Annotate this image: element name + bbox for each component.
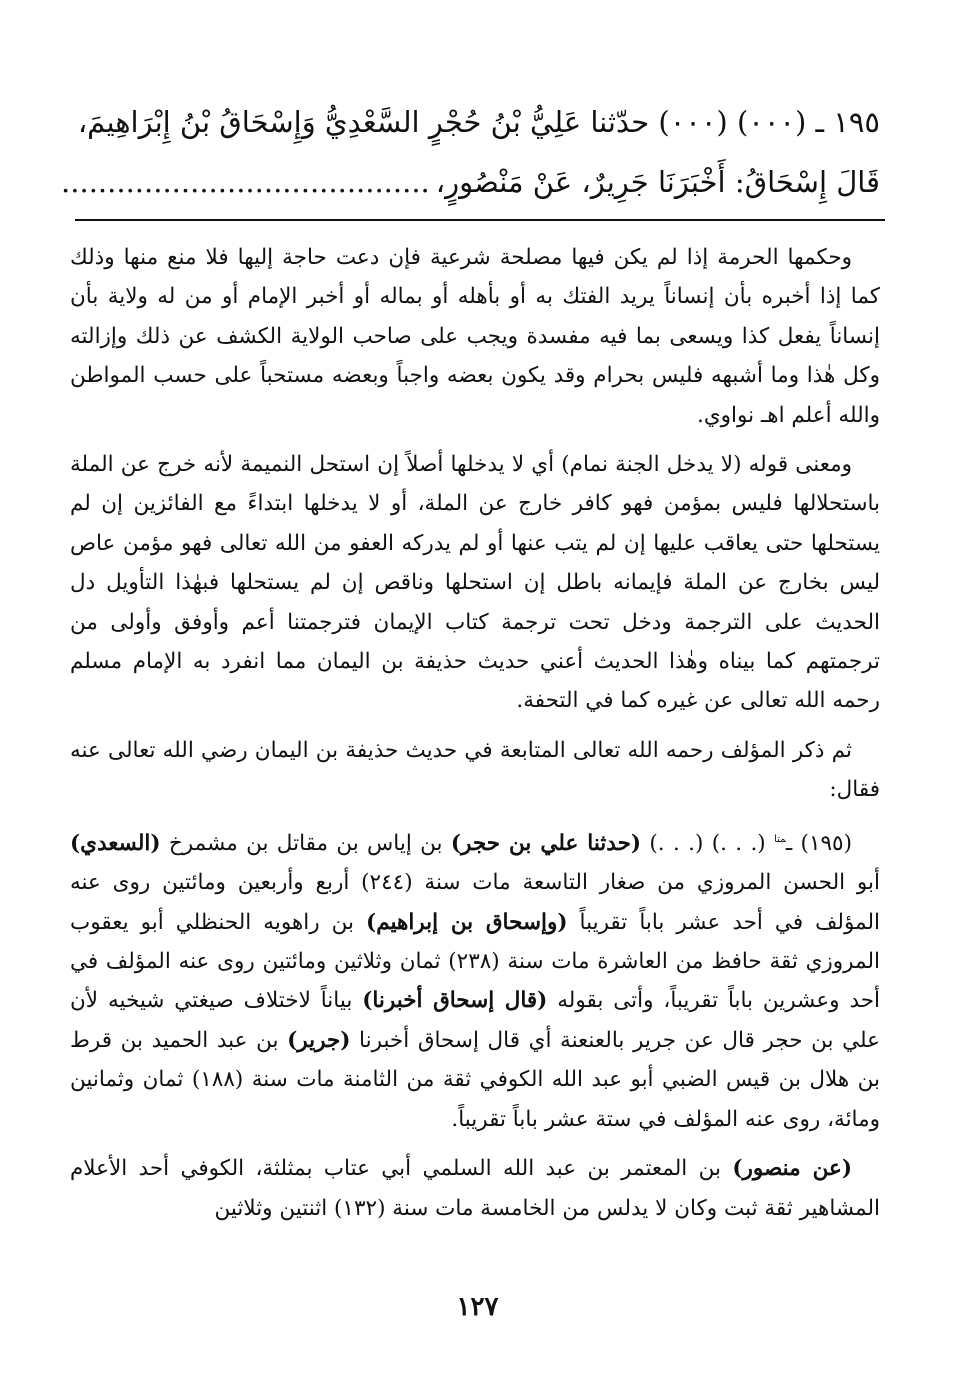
- commentary-paragraph-3: ثم ذكر المؤلف رحمه الله تعالى المتابعة في حديث حذيفة بن اليمان رضي الله تعالى عنه فقال:: [70, 737, 880, 803]
- commentary-paragraph-4: [70, 820, 880, 1139]
- text-segment: أبو الحسن المروزي من صغار التاسعة مات سنة (٢٤٤) أربع وأربعين ومائتين روى عنه المؤلف في أحد عشر باباً تقريباً: [70, 870, 881, 935]
- bold-quote: (عن منصور): [732, 1156, 852, 1182]
- text-segment: بن عبد الحميد بن قرط بن هلال بن قيس الضبي أبو عبد الله الكوفي ثقة من الثامنة مات سنة (١٨٨) ثمان وثمانين ومائة، روى عنه المؤلف في ستة عشر باباً تقريباً.: [70, 1027, 881, 1132]
- separator-rule: [75, 219, 885, 221]
- hadith-text: [61, 92, 880, 212]
- bold-quote: (حدثنا علي بن حجر): [450, 830, 642, 856]
- commentary-paragraph-2: ومعنى قوله (لا يدخل الجنة نمام) أي لا يدخلها أصلاً إن استحل النميمة لأنه خرج عن الملة باستحلالها فليس بمؤمن فهو كافر خارج عن الملة، أو لا يدخلها ابتداءً مع الفائزين إن لم يستحلها حتى يعاقب عليها إن لم يتب عنها أو لم يدركه العفو من الله تعالى فهو مؤمن عاص ليس بخارج عن الملة فإيمانه باطل إن استحلها وناقص إن لم يستحلها فبهٰذا التأويل دل الحديث على الترجمة ودخل تحت ترجمة كتاب الإيمان فترجمتنا أعم وأوفق وأولى من ترجمتهم كما بيناه وهٰذا الحديث أعني حديث حذيفة بن اليمان مما انفرد به الإمام مسلم رحمه الله تعالى عن غيره كما في التحفة.: [70, 452, 880, 714]
- hadith-number: (١٩٥) ـ: [785, 830, 852, 856]
- text-segment: (. . .) (. . .): [641, 830, 775, 856]
- bold-quote: (قال إسحاق أخبرنا): [362, 988, 548, 1014]
- hadith-line-1: ١٩٥ ـ (٠٠٠) (٠٠٠) حدّثنا عَلِيُّ بْنُ حُجْرٍ السَّعْدِيُّ وَإِسْحَاقُ بْنُ إِبْرَاهِيمَ،: [77, 105, 880, 139]
- commentary-paragraph-5: [70, 1149, 880, 1228]
- ellipsis-dots: ........................................: [61, 165, 430, 199]
- commentary: [70, 238, 880, 1234]
- text-segment: بن إياس بن مقاتل بن مشمرخ: [160, 830, 451, 856]
- commentary-paragraph-1: وحكمها الحرمة إذا لم يكن فيها مصلحة شرعية فإن دعت حاجة إليها فلا منع منها وذلك كما إذا أخبره بأن إنساناً يريد الفتك به أو بأهله أو بماله أو أخبر الإمام أو من له ولاية بأن إنساناً يفعل كذا ويسعى بما فيه مفسدة ويجب على صاحب الولاية الكشف عن ذلك وإزالته وكل هٰذا وما أشبهه فليس بحرام وقد يكون بعضه واجباً وبعضه مستحباً على حسب المواطن والله أعلم اهـ نواوي.: [70, 245, 880, 428]
- page-number: ١٢٧: [456, 1292, 499, 1322]
- bold-quote: (وإسحاق بن إبراهيم): [366, 909, 568, 935]
- text-segment: بن المعتمر بن عبد الله السلمي أبي عتاب بمثلثة، الكوفي أحد الأعلام المشاهير ثقة ثبت وكان لا يدلس من الخامسة مات سنة (١٣٢) اثنتين وثلاثين: [70, 1156, 880, 1221]
- bold-quote: (جرير): [287, 1027, 351, 1053]
- bold-quote: (السعدي): [70, 830, 161, 856]
- hadith-line-2: [61, 152, 880, 212]
- text-segment: بياناً لاختلاف صيغتي شيخيه لأن علي بن حجر قال عن جرير بالعنعنة أي قال إسحاق أخبرنا: [70, 988, 881, 1053]
- mutaba-marker: متا: [774, 833, 786, 845]
- hadith-line-2-text: قَالَ إِسْحَاقُ: أَخْبَرَنَا جَرِيرٌ، عَنْ مَنْصُورٍ،: [435, 165, 880, 199]
- text-segment: بن راهويه الحنظلي أبو يعقوب المروزي ثقة حافظ من العاشرة مات سنة (٢٣٨) ثمان وثلاثين ومائتين روى عنه المؤلف في أحد وعشرين باباً تقريباً، وأتى بقوله: [70, 909, 880, 1014]
